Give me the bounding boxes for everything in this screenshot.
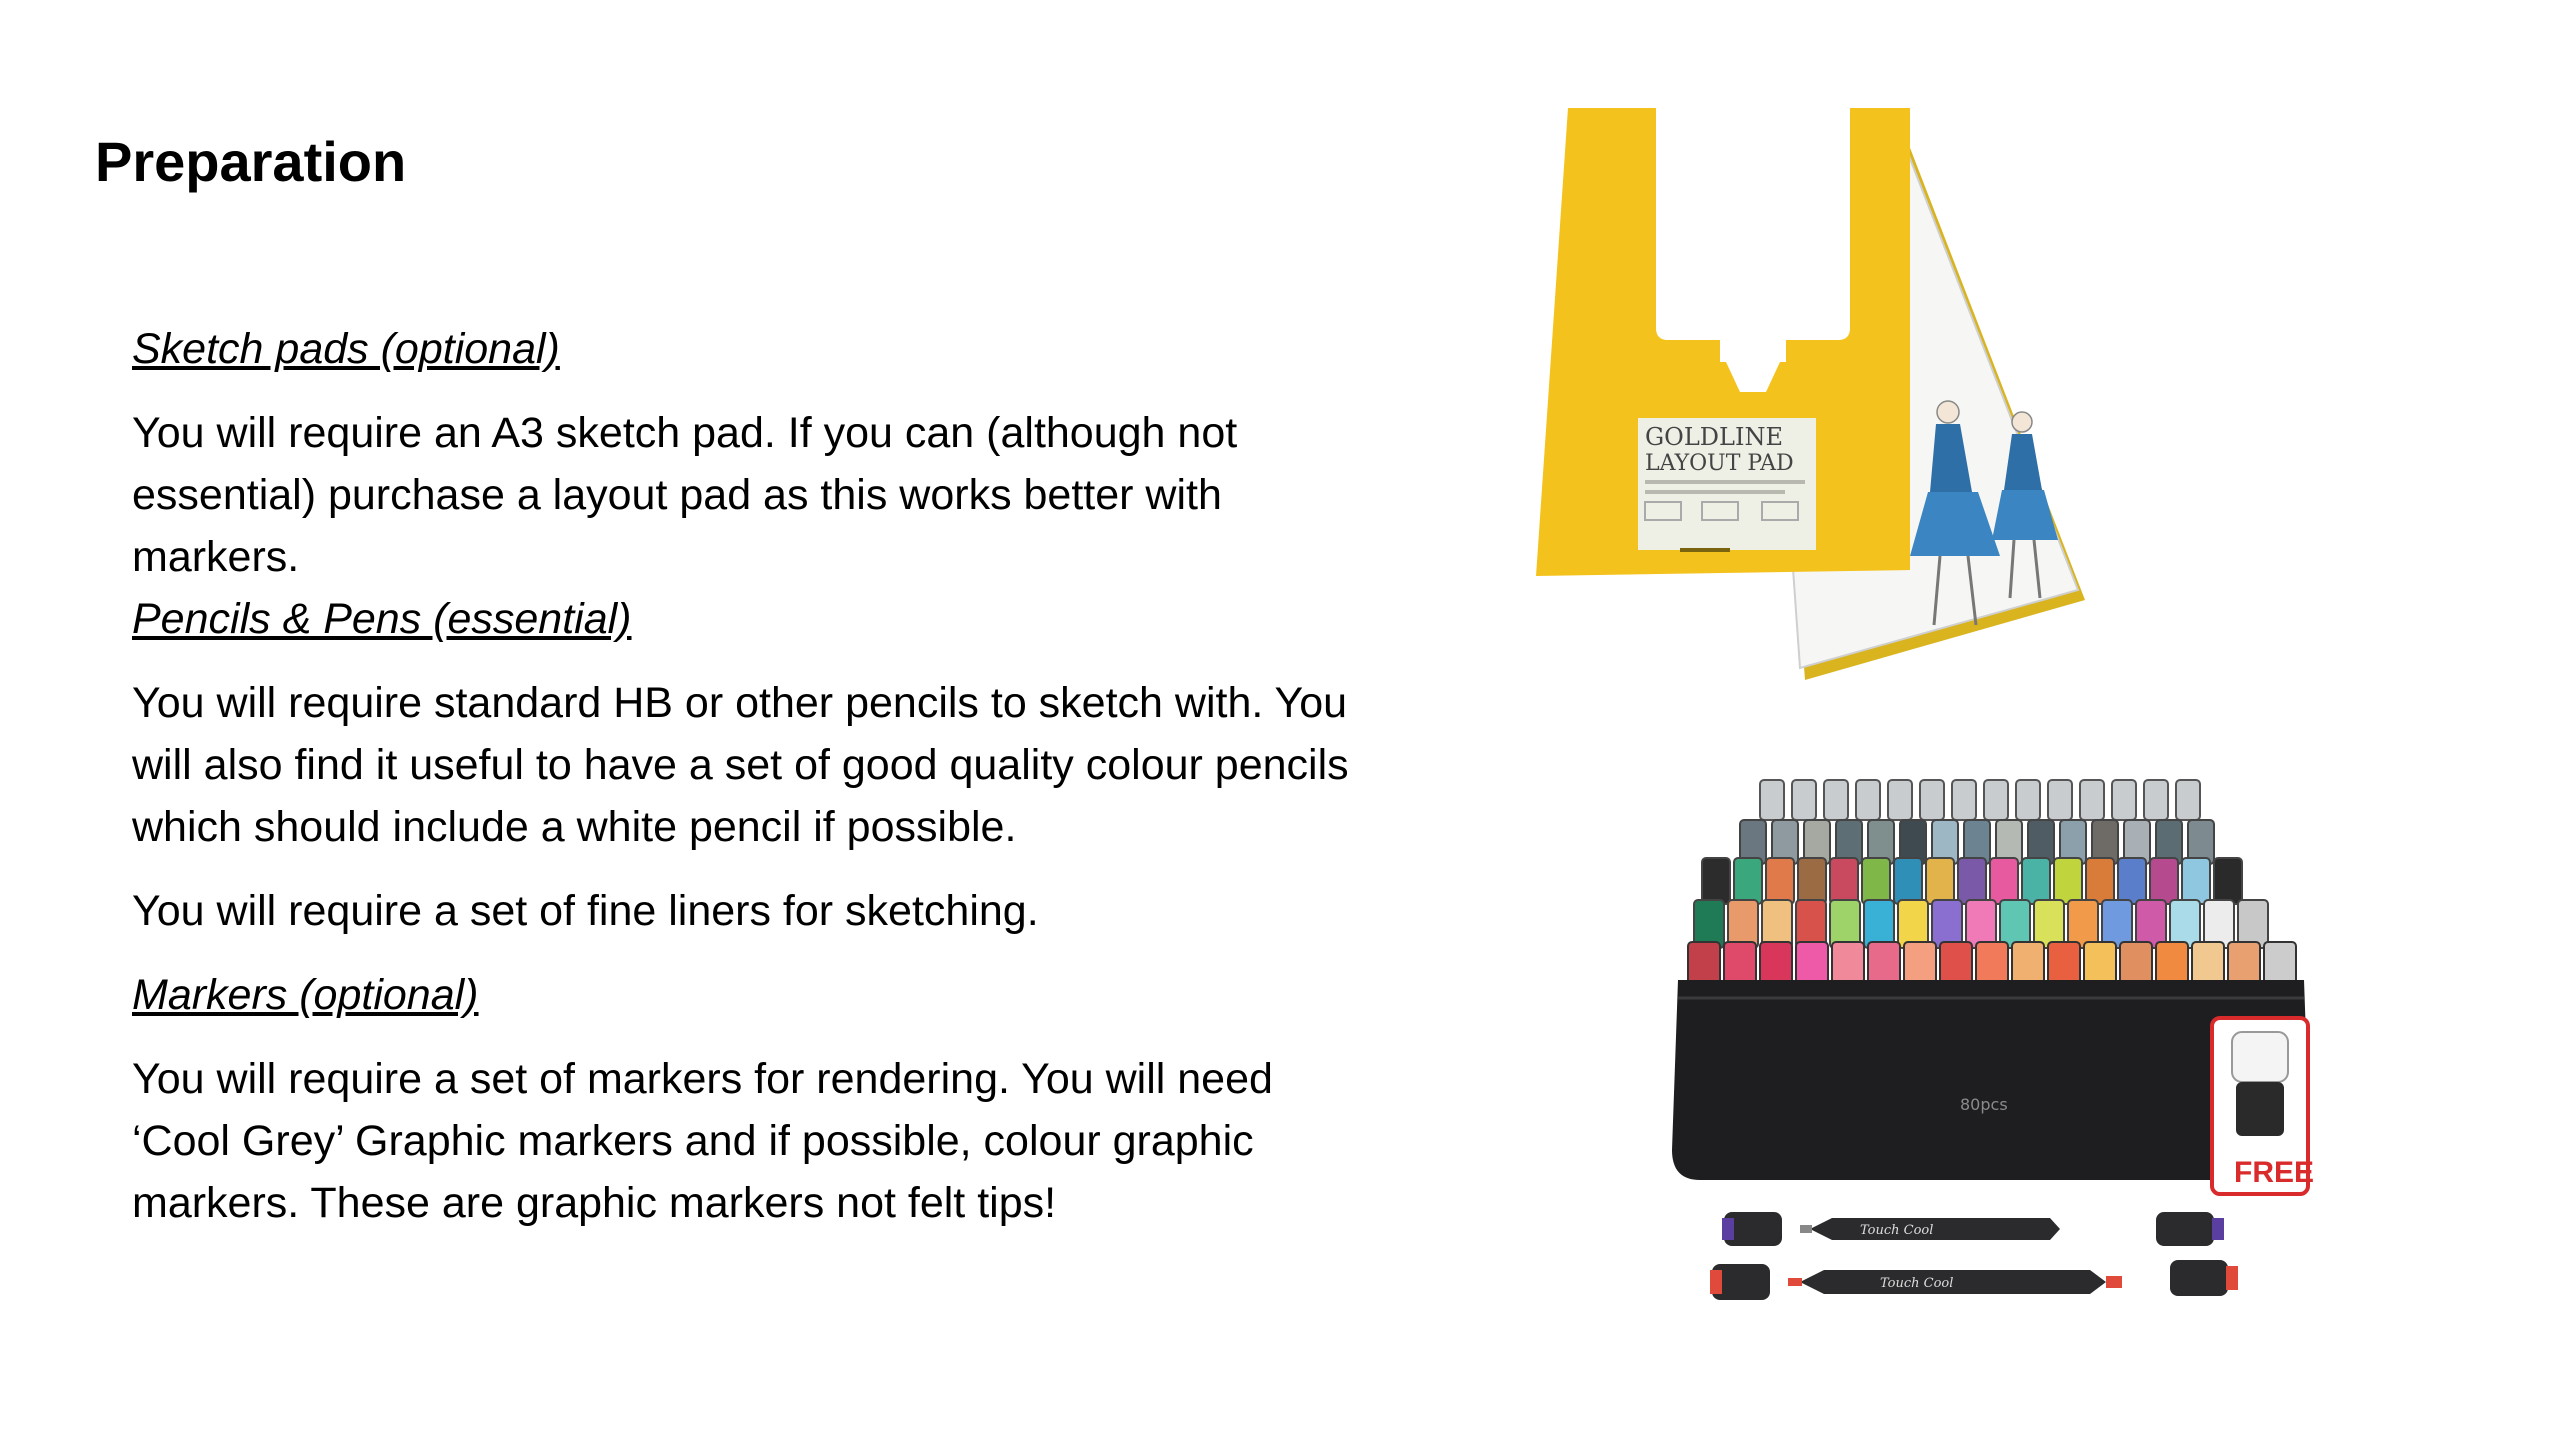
slide-body [132,318,1362,1256]
marker-caps [1688,780,2296,1002]
svg-text:Touch Cool: Touch Cool [1860,1223,1934,1238]
svg-text:Touch Cool: Touch Cool [1880,1276,1954,1291]
marker-set-image [1660,770,2320,1330]
case-label: 80pcs [1960,1095,2008,1114]
pencils-paragraph: You will require standard HB or other pencils to sketch with. You will also find it useful to have a set of good quality colour pencils which should include a white pencil if possible. [132,679,1349,851]
sketch-pads-paragraph: You will require an A3 sketch pad. If you can (although not essential) purchase a layout pad as this works better with markers. [132,409,1238,581]
pad-brand-line2: LAYOUT PAD [1645,451,1794,476]
loose-marker-purple [1722,1212,2224,1246]
fine-liners-paragraph: You will require a set of fine liners for sketching. [132,887,1039,935]
section-heading-sketch-pads: Sketch pads (optional) [132,325,560,373]
svg-text:FREE: FREE [2234,1156,2315,1189]
section-heading-pencils-pens: Pencils & Pens (essential) [132,595,632,643]
markers-paragraph: You will require a set of markers for rendering. You will need ‘Cool Grey’ Graphic markers and if possible, colour graphic markers. These are graphic markers not felt tips! [132,1055,1273,1227]
slide-title: Preparation [95,130,407,193]
free-badge [2212,1018,2314,1194]
pad-brand-line1: GOLDLINE [1645,423,1783,451]
loose-marker-red [1710,1260,2238,1300]
section-heading-markers: Markers (optional) [132,971,479,1019]
layout-pad-image [1530,100,2090,690]
